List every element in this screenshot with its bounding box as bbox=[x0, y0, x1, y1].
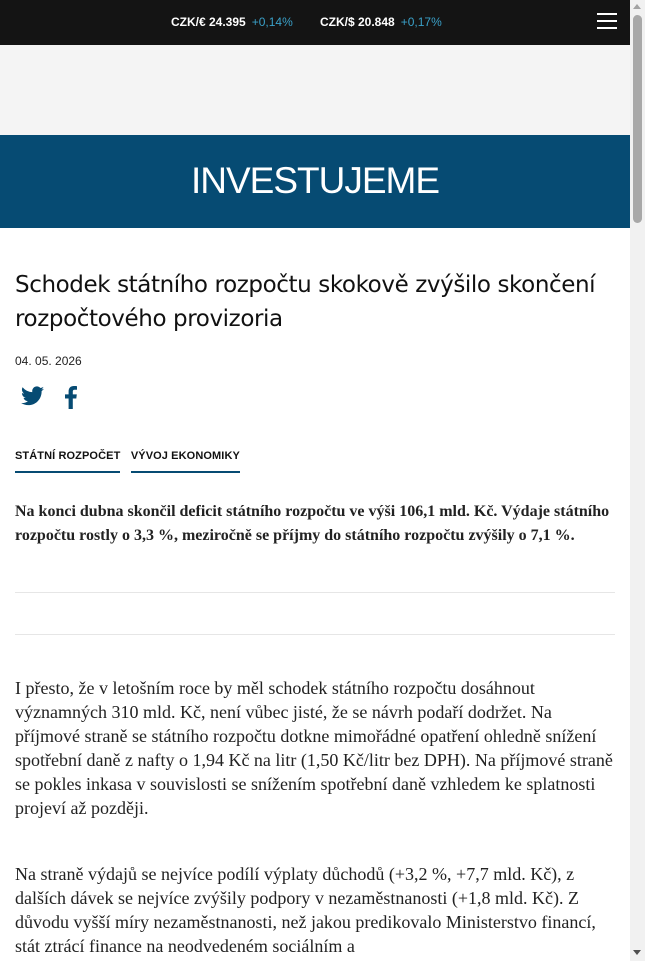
scroll-up-arrow-icon[interactable] bbox=[633, 4, 641, 9]
scroll-down-arrow-icon[interactable] bbox=[633, 950, 641, 955]
currency-ticker-bar bbox=[0, 0, 630, 45]
twitter-icon bbox=[21, 386, 44, 406]
facebook-share-button[interactable] bbox=[65, 386, 77, 414]
usd-rate-label: CZK/$ 20.848 bbox=[320, 15, 395, 29]
brand-banner[interactable] bbox=[0, 135, 630, 228]
eur-rate bbox=[171, 15, 293, 29]
article-lead: Na konci dubna skončil deficit státního rozpočtu ve výši 106,1 mld. Kč. Výdaje státního rozpočtu rostly o 3,3 %, meziročně se příjmy do státního rozpočtu zvýšily o 7,1 %. bbox=[15, 503, 610, 544]
usd-rate bbox=[320, 15, 442, 29]
twitter-share-button[interactable] bbox=[21, 386, 44, 411]
usd-rate-change: +0,17% bbox=[400, 15, 442, 29]
tag-statni-rozpocet[interactable]: STÁTNÍ ROZPOČET bbox=[15, 450, 120, 473]
article-title: Schodek státního rozpočtu skokově zvýšilo skončení rozpočtového provizoria bbox=[15, 272, 596, 332]
scrollbar-thumb[interactable] bbox=[633, 15, 642, 223]
article-tags bbox=[15, 446, 246, 473]
article-paragraph: Na straně výdajů se nejvíce podílí výplaty důchodů (+3,2 %, +7,7 mld. Kč), z dalších dávek se nejvíce zvýšily podpory v nezaměstnanosti (+1,8 mld. Kč). Z důvodu vyšší míry nezaměstnanosti, než jakou predikovalo Ministerstvo financí, stát ztrácí finance na neodvedeném sociálním a bbox=[15, 864, 596, 956]
facebook-icon bbox=[65, 386, 77, 409]
menu-icon[interactable] bbox=[597, 13, 617, 31]
tag-vyvoj-ekonomiky[interactable]: VÝVOJ EKONOMIKY bbox=[131, 450, 240, 473]
eur-rate-label: CZK/€ 24.395 bbox=[171, 15, 246, 29]
eur-rate-change: +0,14% bbox=[251, 15, 293, 29]
ad-placeholder bbox=[0, 45, 630, 135]
scrollbar[interactable] bbox=[630, 0, 645, 961]
site-logo[interactable]: INVESTUJEME bbox=[190, 160, 440, 201]
divider bbox=[15, 634, 615, 635]
article-date: 04. 05. 2026 bbox=[15, 354, 82, 368]
article-paragraph: I přesto, že v letošním roce by měl schodek státního rozpočtu dosáhnout významných 310 mld. Kč, není vůbec jisté, že se návrh podaří dodržet. Na příjmové straně se státního rozpočtu dotkne mimořádné opatření ohledně snížení spotřební daně z nafty o 1,94 Kč na litr (1,50 Kč/litr bez DPH). Na příjmové straně se pokles inkasa v souvislosti se snížením spotřební daně vzhledem ke splatnosti projeví až později. bbox=[15, 678, 613, 818]
divider bbox=[15, 592, 615, 593]
